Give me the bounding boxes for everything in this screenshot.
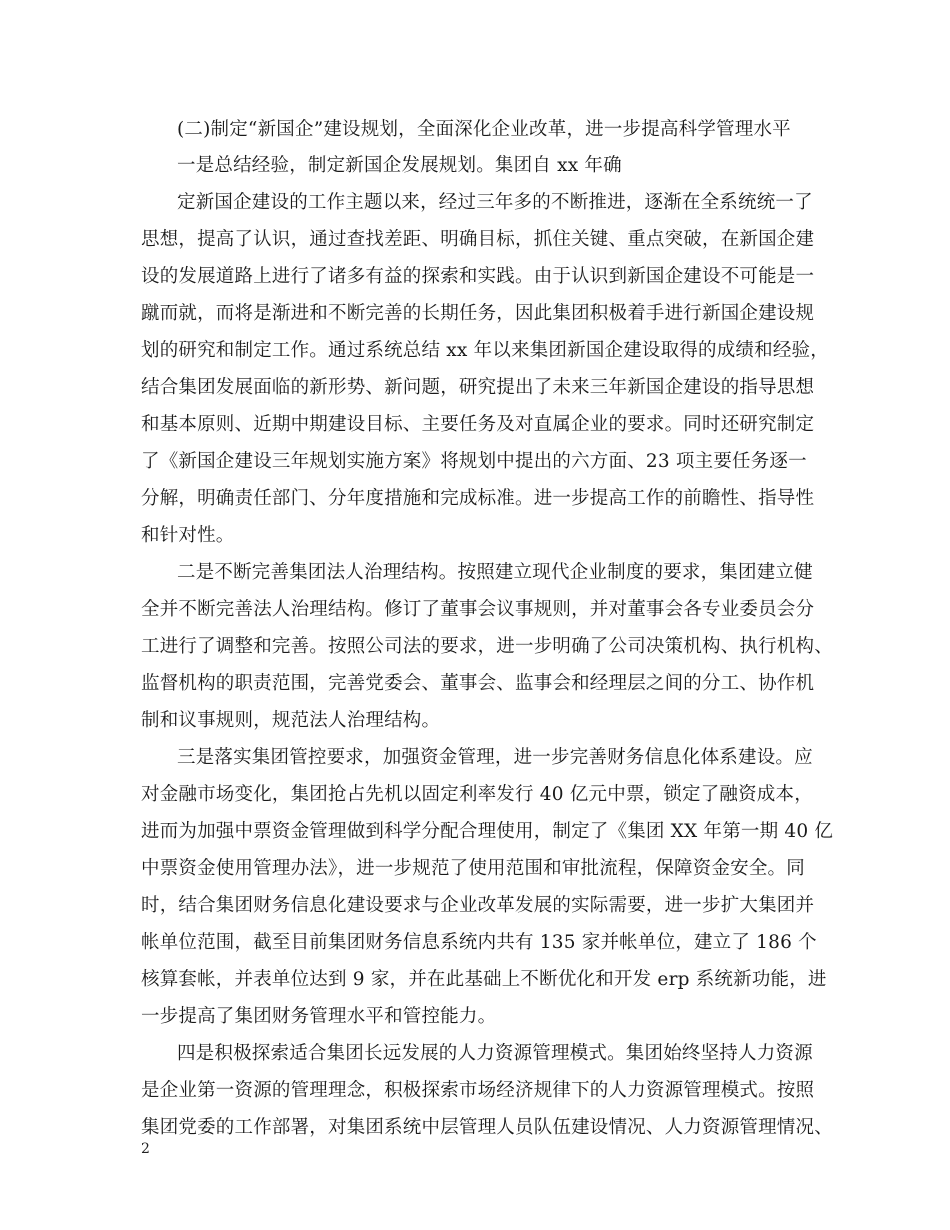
text-line: 集团党委的工作部署，对集团系统中层管理人员队伍建设情况、人力资源管理情况、 (141, 1117, 833, 1138)
text-line: 一是总结经验，制定新国企发展规划。集团自 xx 年确 (177, 155, 622, 176)
page-number: 2 (141, 1141, 150, 1157)
text-line: 工进行了调整和完善。按照公司法的要求，进一步明确了公司决策机构、执行机构、 (141, 636, 833, 657)
text-line: 全并不断完善法人治理结构。修订了董事会议事规则，并对董事会各专业委员会分 (141, 599, 815, 620)
text-line: 进而为加强中票资金管理做到科学分配合理使用，制定了《集团 XX 年第一期 40 亿 (141, 821, 834, 842)
text-line: 二是不断完善集团法人治理结构。按照建立现代企业制度的要求，集团建立健 (177, 562, 813, 583)
text-line: 制和议事规则，规范法人治理结构。 (141, 710, 441, 731)
text-line: 划的研究和制定工作。通过系统总结 xx 年以来集团新国企建设取得的成绩和经验， (141, 340, 829, 361)
text-line: 时，结合集团财务信息化建设要求与企业改革发展的实际需要，进一步扩大集团并 (141, 895, 815, 916)
text-line: 分解，明确责任部门、分年度措施和完成标准。进一步提高工作的前瞻性、指导性 (141, 488, 815, 509)
text-line: 结合集团发展面临的新形势、新问题，研究提出了未来三年新国企建设的指导思想 (141, 377, 815, 398)
text-line: 蹴而就，而将是渐进和不断完善的长期任务，因此集团积极着手进行新国企建设规 (141, 303, 815, 324)
text-line: 和基本原则、近期中期建设目标、主要任务及对直属企业的要求。同时还研究制定 (141, 414, 815, 435)
text-line: 四是积极探索适合集团长远发展的人力资源管理模式。集团始终坚持人力资源 (177, 1043, 813, 1064)
text-line: 设的发展道路上进行了诸多有益的探索和实践。由于认识到新国企建设不可能是一 (141, 266, 815, 287)
text-line: 帐单位范围，截至目前集团财务信息系统内共有 135 家并帐单位，建立了 186 个 (141, 932, 817, 953)
text-line: 三是落实集团管控要求，加强资金管理，进一步完善财务信息化体系建设。应 (177, 747, 813, 768)
text-line: 和针对性。 (141, 525, 235, 546)
text-line: 定新国企建设的工作主题以来，经过三年多的不断推进，逐渐在全系统统一了 (177, 192, 813, 213)
text-line: 一步提高了集团财务管理水平和管控能力。 (141, 1006, 497, 1027)
text-line: 了《新国企建设三年规划实施方案》将规划中提出的六方面、23 项主要任务逐一 (141, 451, 807, 472)
text-line: 监督机构的职责范围，完善党委会、董事会、监事会和经理层之间的分工、协作机 (141, 673, 815, 694)
text-line: 核算套帐，并表单位达到 9 家，并在此基础上不断优化和开发 erp 系统新功能，进 (141, 969, 827, 990)
text-line: 思想，提高了认识，通过查找差距、明确目标，抓住关键、重点突破，在新国企建 (141, 229, 815, 250)
text-line: (二)制定“新国企”建设规划，全面深化企业改革，进一步提高科学管理水平 (177, 119, 791, 140)
text-line: 中票资金使用管理办法》，进一步规范了使用范围和审批流程，保障资金安全。同 (141, 858, 805, 879)
text-line: 是企业第一资源的管理理念，积极探索市场经济规律下的人力资源管理模式。按照 (141, 1080, 815, 1101)
text-line: 对金融市场变化，集团抢占先机以固定利率发行 40 亿元中票，锁定了融资成本， (141, 784, 813, 805)
